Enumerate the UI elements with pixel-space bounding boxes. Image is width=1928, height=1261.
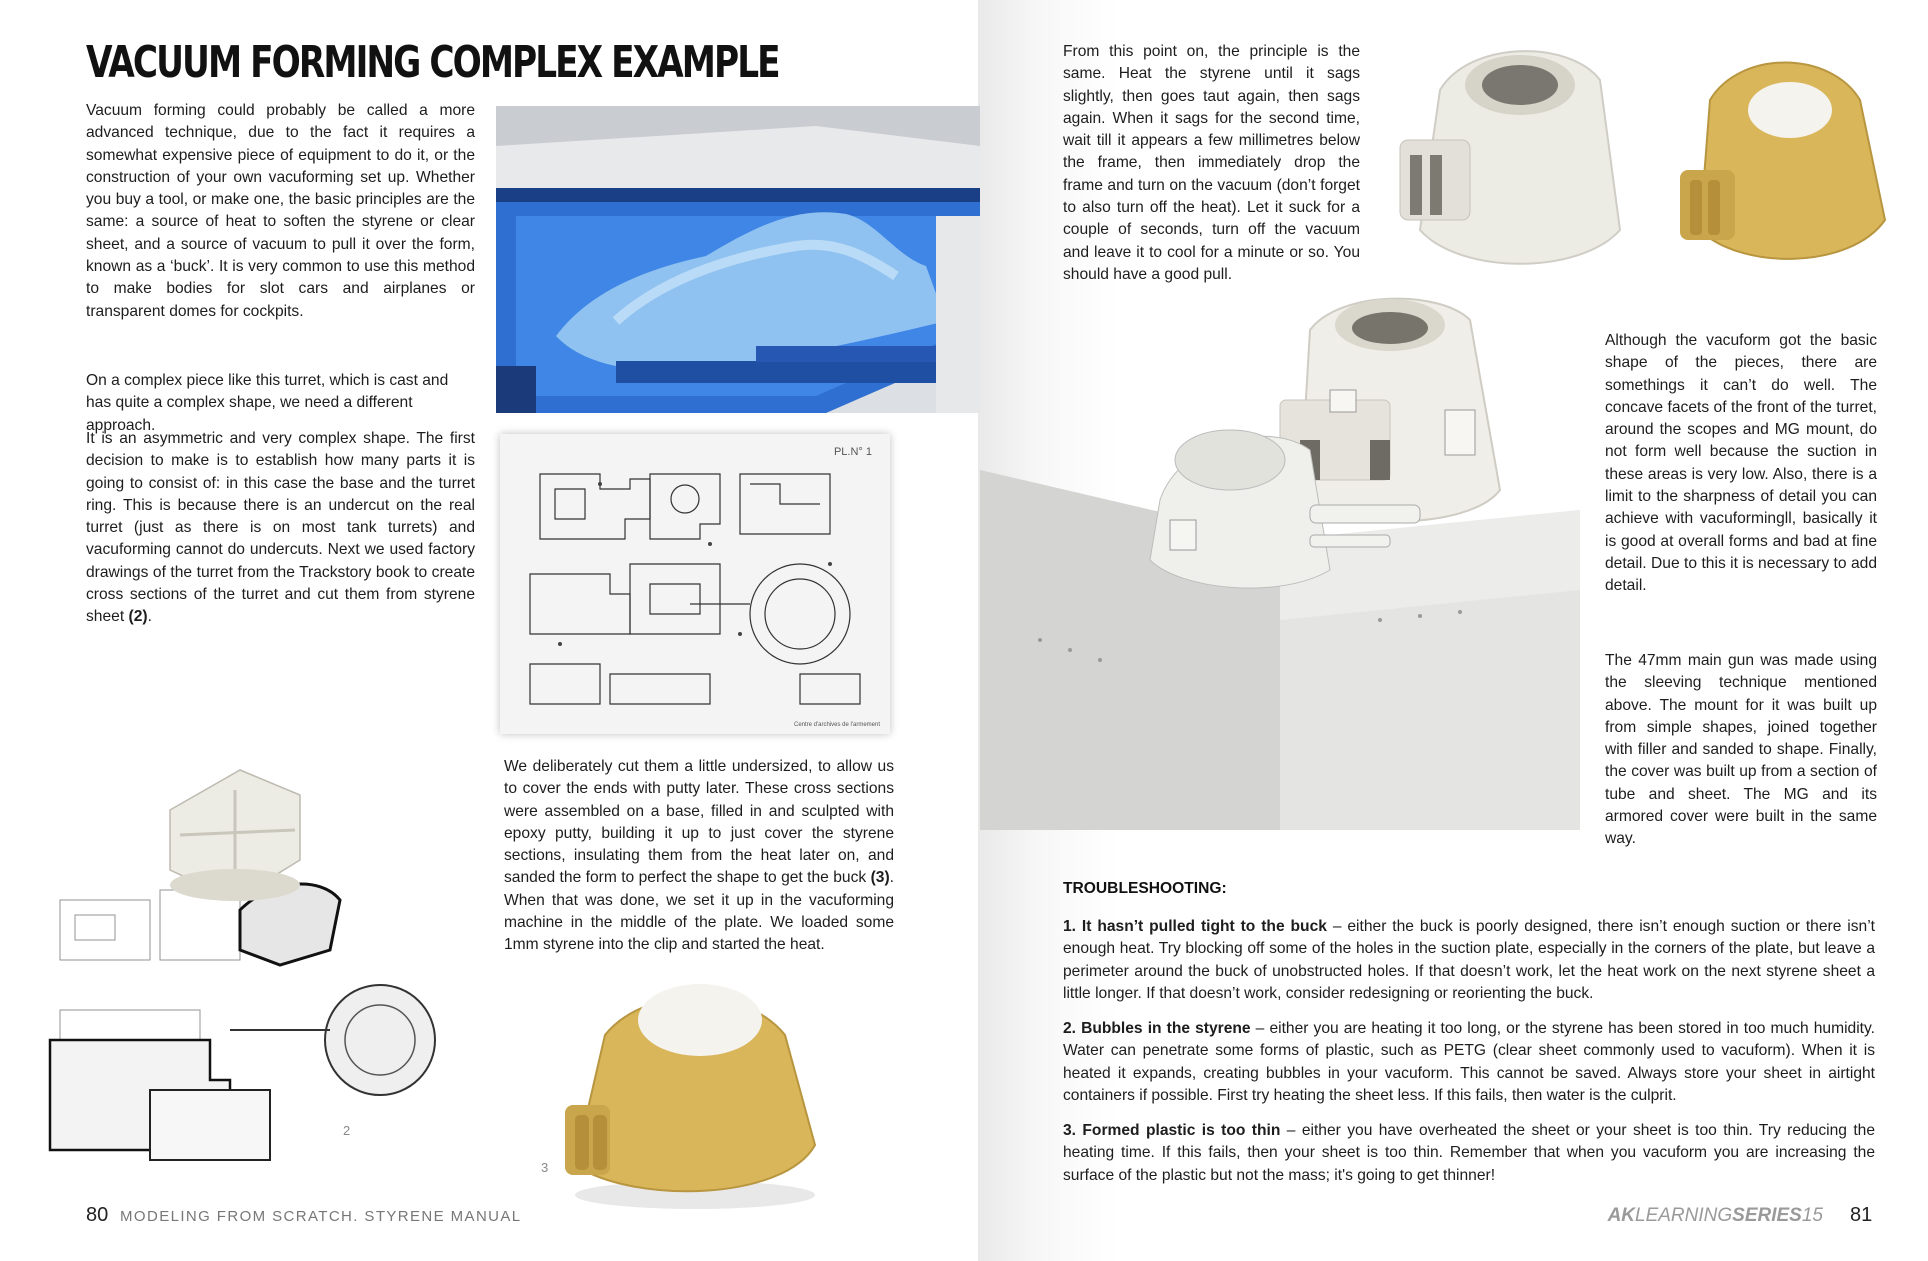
undersized-text-end: . When that was done, we set it up in the vacuforming machine in the middle of the plate. We loaded some 1mm styrene into the clip and started the heat. xyxy=(504,869,894,954)
troubleshooting-item-3-text: – either you have overheated the sheet or your sheet is too thin. Try reducing the heating time. If this fails, then your sheet is too thin. Remember that when you vacuform you are increasing the surface of the plastic but not the mass; it's going to get thinner! xyxy=(1063,1122,1876,1184)
drawing-sheet-label: PL.N° 1 xyxy=(833,446,872,458)
figure-number-2: 2 xyxy=(343,1123,351,1138)
cross-sections-illustration xyxy=(40,750,540,1170)
undersized-paragraph xyxy=(504,756,894,957)
detailed-turret-tank-illustration xyxy=(980,290,1580,830)
series-number: 15 xyxy=(1801,1205,1823,1226)
left-page-number: 80 xyxy=(86,1204,109,1226)
troubleshooting-item-3-lead: 3. Formed plastic is too thin xyxy=(1063,1122,1281,1139)
vacuum-machine-photo xyxy=(496,106,980,413)
figure-ref-2: (2) xyxy=(128,608,148,626)
factory-drawing xyxy=(500,434,890,734)
cross-sections-photo xyxy=(40,750,540,1170)
page-title: VACUUM FORMING COMPLEX EXAMPLE xyxy=(86,37,779,88)
troubleshooting-item-2-text: – either you are heating it too long, or the styrene has been stored in too much humidity. Water can penetrate some forms of plastic, such as PETG (clear sheet commonly used to vacuform). When it is heated it expands, creating bubbles in your vacuform. This cannot be saved. Always store your sheet in airtight containers if possible. First try heating the sheet less. If this fails, then water is the culprit. xyxy=(1063,1020,1875,1104)
asymmetric-paragraph: It is an asymmetric and very complex shape. The first decision to make is to establish how many parts it is going to consist of: in this case the base and the turret ring. This is because there is an undercut on the real turret (just as there is on most tank turrets) and vacuforming cannot do undercuts. Next we used factory drawings of the turret from the Trackstory book to create cross sections of the turret and cut them from styrene sheet (2). xyxy=(86,430,475,626)
undersized-text: We deliberately cut them a little undersized, to allow us to cover the ends with putty later. These cross sections were assembled on a base, filled in and sculpted with epoxy putty, building it up to just cover the styrene sections, insulating them from the heat later on, and sanded the form to perfect the shape to get the buck xyxy=(504,758,894,887)
main-gun-paragraph: The 47mm main gun was made using the sleeving technique mentioned above. The mount for it was built up from simple shapes, joined together with filler and sanded to shape. Finally, the cover was built up from a section of tube and sheet. The MG and its armored cover were built in the same way. xyxy=(1605,652,1877,848)
drawing-caption: Centre d'archives de l'armement xyxy=(794,722,880,728)
asymmetric-text: It is an asymmetric and very complex shape. The first decision to make is to establish how many parts it is going to consist of: in this case the base and the turret ring. This is because there is an undercut on the real turret (just as there is on most tank turrets) and vacuforming cannot do undercuts. Next we used factory drawings of the turret from the Trackstory book to create cross sections of the turret and cut them from styrene sheet xyxy=(86,430,475,626)
vacuum-machine-illustration xyxy=(496,106,980,413)
series-learning: LEARNING xyxy=(1635,1205,1733,1226)
series-series: SERIES xyxy=(1732,1205,1802,1226)
figure-number-3: 3 xyxy=(541,1160,549,1175)
figure-ref-3: (3) xyxy=(870,869,890,887)
complex-paragraph: On a complex piece like this turret, which is cast and has quite a complex shape, we need a different approach. xyxy=(86,372,449,434)
right-page-number: 81 xyxy=(1850,1204,1873,1226)
troubleshooting-item-3 xyxy=(1063,1120,1875,1187)
troubleshooting-item-1-lead: 1. It hasn’t pulled tight to the buck xyxy=(1063,918,1327,935)
detailed-turret-tank-photo xyxy=(980,290,1580,830)
troubleshooting-item-2-lead: 2. Bubbles in the styrene xyxy=(1063,1020,1251,1037)
yellow-buck-photo xyxy=(535,965,835,1215)
book-title: MODELING FROM SCRATCH. STYRENE MANUAL xyxy=(120,1208,522,1225)
vacuformed-turrets-photo xyxy=(1380,30,1900,295)
troubleshooting-item-1 xyxy=(1063,916,1875,1005)
principle-paragraph: From this point on, the principle is the same. Heat the styrene until it sags slightly, then goes taut again, then sags again. When it sags for the second time, wait till it appears a few millimetres below the frame, then immediately drop the frame and turn on the vacuum (don’t forget to also turn off the heat). Let it suck for a couple of seconds, turn off the vacuum and leave it to cool for a minute or so. You should have a good pull. xyxy=(1063,43,1360,283)
troubleshooting-item-2 xyxy=(1063,1018,1875,1107)
although-paragraph: Although the vacuform got the basic shape of the pieces, there are somethings it can’t do well. The concave facets of the front of the turret, around the scopes and MG mount, do not form well because the suction in these areas is very low. Also, there is a limit to the sharpness of detail you can achieve with vacuformingll, basically it is good at overall forms and bad at fine detail. Due to this it is necessary to add detail. xyxy=(1605,332,1877,595)
series-logo xyxy=(1608,1205,1823,1227)
troubleshooting-item-1-text: – either the buck is poorly designed, there isn’t enough suction or there isn’t enough heat. Try blocking off some of the holes in the suction plate, especially in the corners of the plate, but leave a perimeter around the buck of unobstructed holes. If that doesn’t work, let the heat work on the next styrene sheet a little longer. If that doesn’t work, consider redesigning or reorienting the buck. xyxy=(1063,918,1875,1002)
series-ak: AK xyxy=(1607,1205,1636,1226)
styrene-sections-model xyxy=(170,770,300,901)
white-vacuform-turret xyxy=(1400,51,1620,264)
intro-paragraph: Vacuum forming could probably be called a more advanced technique, due to the fact it requires a somewhat expensive piece of equipment to do it, or the construction of your own vacuforming set up. Whether you buy a tool, or make one, the basic principles are the same: a source of heat to soften the styrene or clear sheet, and a source of vacuum to pull it over the form, known as a ‘buck’. It is very common to use this method to make bodies for slot cars and airplanes or transparent domes for cockpits. xyxy=(86,102,475,320)
yellow-buck-turret xyxy=(1680,63,1885,259)
troubleshooting-heading: TROUBLESHOOTING: xyxy=(1063,880,1227,897)
vacuformed-turrets-illustration xyxy=(1380,30,1900,295)
yellow-buck-illustration xyxy=(535,965,835,1215)
turret-cross-section-drawing xyxy=(500,434,890,734)
